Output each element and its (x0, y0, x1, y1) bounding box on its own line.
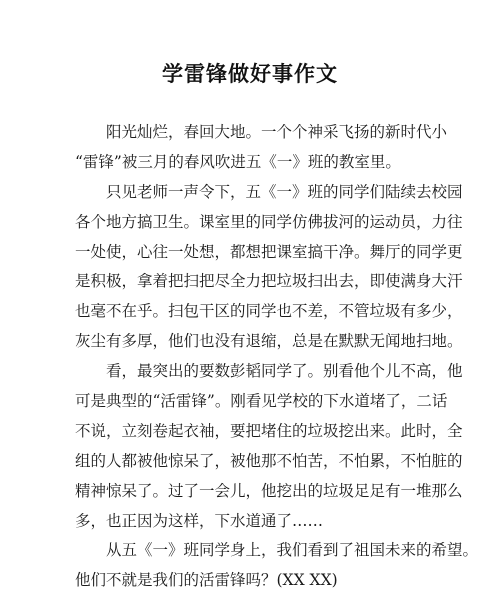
text-line: 只见老师一声令下，五《一》班的同学们陆续去校园 (106, 182, 463, 201)
text-line: 从五《一》班同学身上，我们看到了祖国未来的希望。 (106, 541, 479, 560)
text-line: 阳光灿烂，春回大地。一个个神采飞扬的新时代小 (106, 123, 448, 141)
text-line: “雷锋”被三月的春风吹进五《一》班的教室里。 (75, 152, 401, 171)
text-line: 他们不就是我们的活雷锋吗？(XX XX) (75, 571, 338, 590)
text-line: 各个地方搞卫生。课室里的同学仿佛拔河的运动员，力往 (75, 212, 463, 231)
text-line: 精神惊呆了。过了一会儿，他挖出的垃圾足足有一堆那么 (75, 481, 463, 500)
paragraph-4 (75, 536, 479, 596)
document-body (75, 118, 479, 596)
text-line: 不说，立刻卷起衣袖，要把堵住的垃圾挖出来。此时，全 (75, 421, 463, 440)
text-line: 组的人都被他惊呆了，被他那不怕苦，不怕累，不怕脏的 (75, 451, 463, 470)
paragraph-2 (75, 178, 463, 357)
text-line: 是积极，拿着把扫把尽全力把垃圾扫出去，即使满身大汗 (75, 272, 463, 291)
text-line: 看，最突出的要数彭韬同学了。别看他个儿不高，他 (106, 362, 463, 381)
text-line: 多，也正因为这样，下水道通了…… (75, 511, 324, 530)
text-line: 灰尘有多厚，他们也没有退缩，总是在默默无闻地扫地。 (75, 332, 463, 351)
text-line: 可是典型的“活雷锋”。刚看见学校的下水道堵了，二话 (75, 392, 448, 411)
text-line: 一处使，心往一处想，都想把课室搞干净。舞厅的同学更 (75, 242, 463, 261)
text-line: 也毫不在乎。扫包干区的同学也不差，不管垃圾有多少， (75, 302, 463, 321)
document-title: 学雷锋做好事作文 (162, 62, 338, 86)
paragraph-1 (75, 118, 448, 178)
paragraph-3 (75, 357, 463, 536)
